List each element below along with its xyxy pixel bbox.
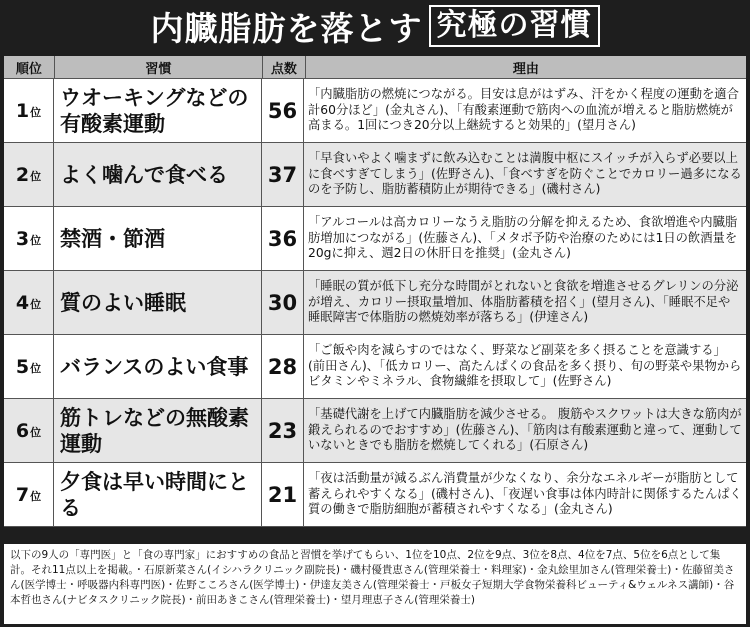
- table-row: [4, 207, 746, 271]
- table-row: [4, 143, 746, 207]
- score-cell: 36: [262, 207, 304, 270]
- rank-cell: 2 位: [4, 143, 54, 206]
- reason-cell: 「ご飯や肉を減らすのではなく、野菜など副菜を多く摂ることを意識する」(前田さん)、「低カロリー、高たんぱくの食品を多く摂り、旬の野菜や果物からビタミンやミネラル、食物繊維を摂取して」(佐野さん): [308, 343, 742, 389]
- reason-cell: 「アルコールは高カロリーなうえ脂肪の分解を抑えるため、食欲増進や内臓脂肪増加につながる」(佐藤さん)、「メタボ予防や治療のためには1日の飲酒量を20gに抑え、週2日の休肝日を推奨」(金丸さん): [308, 215, 738, 261]
- reason-cell: 「夜は活動量が減るぶん消費量が少なくなり、余分なエネルギーが脂肪として蓄えられやすくなる」(磯村さん)、「夜遅い食事は体内時計に関係するたんぱく質の働きで脂肪細胞が蓄積されやすくなる」(金丸さん): [308, 471, 742, 517]
- score-cell: 30: [262, 271, 304, 334]
- page-title: [0, 0, 750, 52]
- footnote: 以下の9人の「専門医」と「食の専門家」におすすめの食品と習慣を挙げてもらい、1位を10点、2位を9点、3位を8点、4位を7点、5位を6点として集計。それ11点以上を掲載。・石原新菜さん(イシハラクリニック副院長)・磯村優貴恵さん(管理栄養士・料理家)・金丸絵里加さん(管理栄養士)・佐藤留美さん(医学博士・呼吸器内科専門医)・佐野こころさん(医学博士)・伊達友美さん(管理栄養士・戸板女子短期大学食物栄養科ビューティ&ウェルネス講師)・谷本哲也さん(ナビタスクリニック院長)・前田あきこさん(管理栄養士)・望月理恵子さん(管理栄養士): [4, 544, 746, 624]
- rank-cell: 5 位: [4, 335, 54, 398]
- rank-cell: 1 位: [4, 79, 54, 142]
- ranking-table: [4, 56, 746, 527]
- rank-cell: 6 位: [4, 399, 54, 462]
- table-row: [4, 271, 746, 335]
- habit-cell: バランスのよい食事: [54, 335, 262, 398]
- reason-cell: 「早食いやよく噛まずに飲み込むことは満腹中枢にスイッチが入らず必要以上に食べすぎてしまう」(佐野さん)、「食べすぎを防ぐことでカロリー過多になるのを予防し、脂肪蓄積防止が期待できる」(磯村さん): [308, 151, 742, 197]
- habit-cell: 夕食は早い時間にとる: [54, 463, 262, 526]
- habit-cell: 筋トレなどの無酸素運動: [54, 399, 262, 462]
- habit-cell: 質のよい睡眠: [54, 271, 262, 334]
- rank-cell: 4 位: [4, 271, 54, 334]
- header-rank: 順位: [4, 56, 55, 78]
- table-row: [4, 463, 746, 527]
- habit-cell: 禁酒・節酒: [54, 207, 262, 270]
- score-cell: 28: [262, 335, 304, 398]
- score-cell: 56: [262, 79, 304, 142]
- habit-cell: ウオーキングなどの有酸素運動: [54, 79, 262, 142]
- habit-cell: よく噛んで食べる: [54, 143, 262, 206]
- reason-cell: 「睡眠の質が低下し充分な時間がとれないと食欲を増進させるグレリンの分泌が増え、カロリー摂取量増加、体脂肪蓄積を招く」(望月さん)、「睡眠不足や睡眠障害で体脂肪の燃焼効率が落ちる」(伊達さん): [308, 279, 739, 325]
- table-row: [4, 399, 746, 463]
- header-reason: 理由: [512, 61, 539, 77]
- title-box: 究極の習慣: [429, 5, 600, 47]
- title-main: 内臓脂肪を落とす: [150, 8, 423, 48]
- table-row: [4, 335, 746, 399]
- reason-cell: 「内臓脂肪の燃焼につながる。目安は息がはずみ、汗をかく程度の運動を適合計60分ほど」(金丸さん)、「有酸素運動で筋肉への血流が増えると脂肪燃焼が高まる。1回につき20分以上継続すると効果的」(望月さん): [308, 87, 739, 133]
- header-score: 点数: [263, 56, 306, 78]
- header-habit: 習慣: [55, 56, 263, 78]
- score-cell: 23: [262, 399, 304, 462]
- rank-cell: 3 位: [4, 207, 54, 270]
- table-header: [4, 56, 746, 79]
- table-row: [4, 79, 746, 143]
- reason-cell: 「基礎代謝を上げて内臓脂肪を減少させる。 腹筋やスクワットは大きな筋肉が鍛えられるのでおすすめ」(佐藤さん)、「筋肉は有酸素運動と違って、運動していないときでも脂肪を燃焼してくれる」(石原さん): [308, 407, 742, 453]
- score-cell: 37: [262, 143, 304, 206]
- score-cell: 21: [262, 463, 304, 526]
- rank-cell: 7 位: [4, 463, 54, 526]
